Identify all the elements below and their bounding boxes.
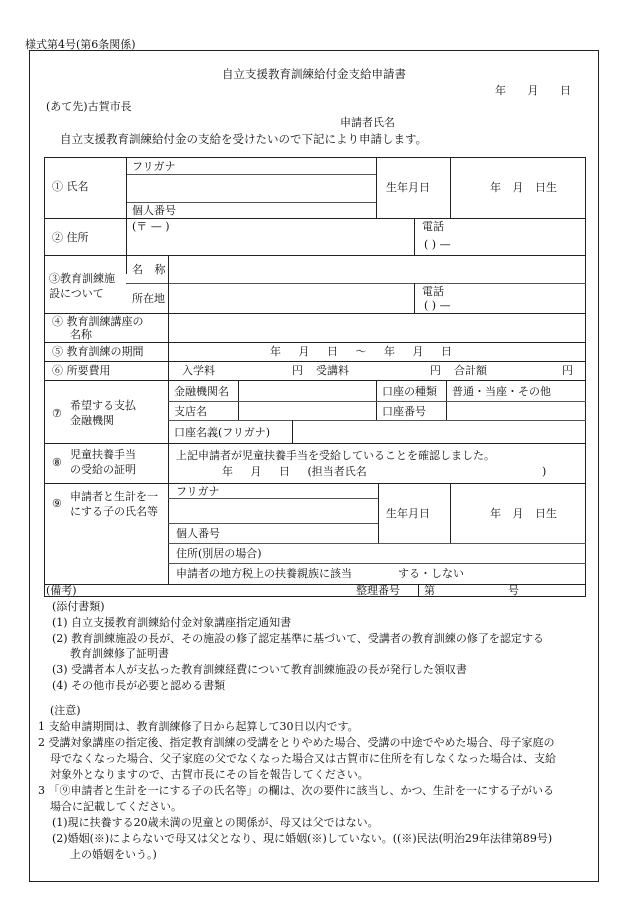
- row3-phone-label: 電話: [422, 285, 444, 298]
- application-date[interactable]: 年 月 日: [495, 84, 571, 97]
- row7-label-line1: 希望する支払: [70, 399, 136, 412]
- row2-label: ② 住所: [52, 231, 89, 244]
- note-line-5: 3 「⑨申請者と生計を一にする子の氏名等」の欄は、次の要件に該当し、かつ、生計を一にする子がいる: [38, 784, 555, 797]
- reference-number-label: 整理番号: [356, 584, 400, 597]
- remarks-label: (備考): [46, 584, 77, 597]
- row7-holder-label: 口座名義(フリガナ): [174, 426, 271, 439]
- row1-furigana-label: フリガナ: [132, 160, 176, 173]
- row9-address-label: 住所(別居の場合): [176, 547, 262, 560]
- row3-name-label: 名 称: [132, 263, 166, 276]
- row7-account-type-value[interactable]: 普通・当座・その他: [452, 385, 551, 398]
- row1-dob-label: 生年月日: [386, 181, 430, 194]
- note-line-2: 2 受講対象講座の指定後、指定教育訓練の受講をとりやめた場合、受講の中途でやめた場合、母子家庭の: [38, 736, 555, 749]
- reference-number-prefix: 第: [424, 584, 435, 597]
- row5-label: ⑤ 教育訓練の期間: [52, 345, 144, 358]
- row6-admission-yen: 円: [292, 364, 303, 377]
- row9-dependent-label: 申請者の地方税上の扶養親族に該当: [176, 567, 352, 580]
- attachment-item-2: (2) 教育訓練施設の長が、その施設の修了認定基準に基づいて、受講者の教育訓練の修了を認定する: [52, 632, 544, 645]
- note-line-1: 1 支給申請期間は、教育訓練修了日から起算して30日以内です。: [38, 720, 359, 733]
- row8-certification-date[interactable]: 年 月 日 (担当者氏名: [222, 465, 367, 478]
- note-line-3: 母でなくなった場合、父子家庭の父でなくなった場合又は古賀市に住所を有しなくなった場合は、支給: [50, 752, 556, 765]
- row6-label: ⑥ 所要費用: [52, 364, 111, 377]
- row9-personal-number-label: 個人番号: [176, 527, 220, 540]
- row7-account-type-label: 口座の種類: [382, 385, 437, 398]
- row3-label-line2: 設について: [49, 287, 104, 300]
- row9-dob-value[interactable]: 年 月 日生: [490, 507, 557, 520]
- note-line-7: (1)現に扶養する20歳未満の児童との関係が、母又は父ではない。: [52, 816, 379, 829]
- row7-branch-label: 支店名: [174, 405, 207, 418]
- row3-label-line1: ③教育訓練施: [49, 272, 115, 285]
- attachment-item-1: (1) 自立支援教育訓練給付金対象講座指定通知書: [52, 616, 292, 629]
- form-title: 自立支援教育訓練給付金支給申請書: [222, 67, 406, 81]
- attachment-item-4: (4) その他市長が必要と認める書類: [52, 679, 226, 692]
- row8-certification-text: 上記申請者が児童扶養手当を受給していることを確認しました。: [176, 449, 495, 462]
- row7-account-number-label: 口座番号: [382, 405, 426, 418]
- row2-phone-label: 電話: [422, 220, 444, 233]
- row6-tuition-yen: 円: [430, 364, 441, 377]
- row7-label-line2: 金融機関: [70, 414, 114, 427]
- row6-total-yen: 円: [562, 364, 573, 377]
- note-line-4: 対象外となりますので、古賀市長にその旨を報告してください。: [50, 768, 369, 781]
- reference-number-suffix: 号: [508, 584, 519, 597]
- row5-period-value[interactable]: 年 月 日 ～ 年 月 日: [270, 345, 452, 358]
- attachment-item-3: (3) 受講者本人が支払った教育訓練経費について教育訓練施設の長が発行した領収書: [52, 663, 467, 676]
- row9-furigana-label: フリガナ: [176, 485, 220, 498]
- row1-personal-number-label: 個人番号: [132, 204, 176, 217]
- note-line-9: 上の婚姻をいう。): [70, 848, 157, 861]
- row7-number: ⑦: [52, 407, 62, 420]
- row2-phone-value[interactable]: ( ) —: [424, 238, 451, 251]
- row1-label: ① 氏名: [52, 180, 89, 193]
- addressee: (あて先)古賀市長: [46, 100, 132, 113]
- row6-tuition-label: 受講料: [316, 364, 349, 377]
- row4-label-line2: 名称: [70, 328, 92, 341]
- form-label: 様式第4号(第6条関係): [25, 38, 136, 51]
- row6-admission-label: 入学料: [182, 364, 215, 377]
- row8-close-paren: ): [542, 465, 547, 478]
- row9-number: ⑨: [52, 497, 62, 510]
- row6-total-label: 合計額: [454, 364, 487, 377]
- row8-number: ⑧: [52, 456, 62, 469]
- row8-label-line1: 児童扶養手当: [70, 448, 136, 461]
- row9-label-line1: 申請者と生計を一: [70, 490, 158, 503]
- row7-bank-name-label: 金融機関名: [174, 385, 229, 398]
- row9-dob-label: 生年月日: [386, 507, 430, 520]
- applicant-name-field[interactable]: 申請者氏名: [340, 116, 395, 129]
- row2-postal[interactable]: (〒 — ): [132, 220, 170, 233]
- attachments-heading: (添付書類): [52, 600, 105, 613]
- row9-label-line2: にする子の氏名等: [70, 505, 158, 518]
- row4-label-line1: ④ 教育訓練講座の: [52, 315, 144, 328]
- row1-dob-value[interactable]: 年 月 日生: [490, 181, 557, 194]
- row9-dependent-value[interactable]: する・しない: [398, 567, 464, 580]
- note-line-6: 場合に記載してください。: [50, 800, 182, 813]
- attachment-item-2-cont: 教育訓練修了証明書: [70, 647, 169, 660]
- row8-label-line2: の受給の証明: [70, 463, 136, 476]
- notes-heading: (注意): [50, 704, 81, 717]
- note-line-8: (2)婚姻(※)によらないで母又は父となり、現に婚姻(※)していない。((※)民法(明治29年法律第89号): [52, 832, 553, 845]
- row3-location-label: 所在地: [132, 292, 165, 305]
- intro-text: 自立支援教育訓練給付金の支給を受けたいので下記により申請します。: [60, 132, 428, 146]
- row3-phone-value[interactable]: ( ) —: [424, 299, 451, 312]
